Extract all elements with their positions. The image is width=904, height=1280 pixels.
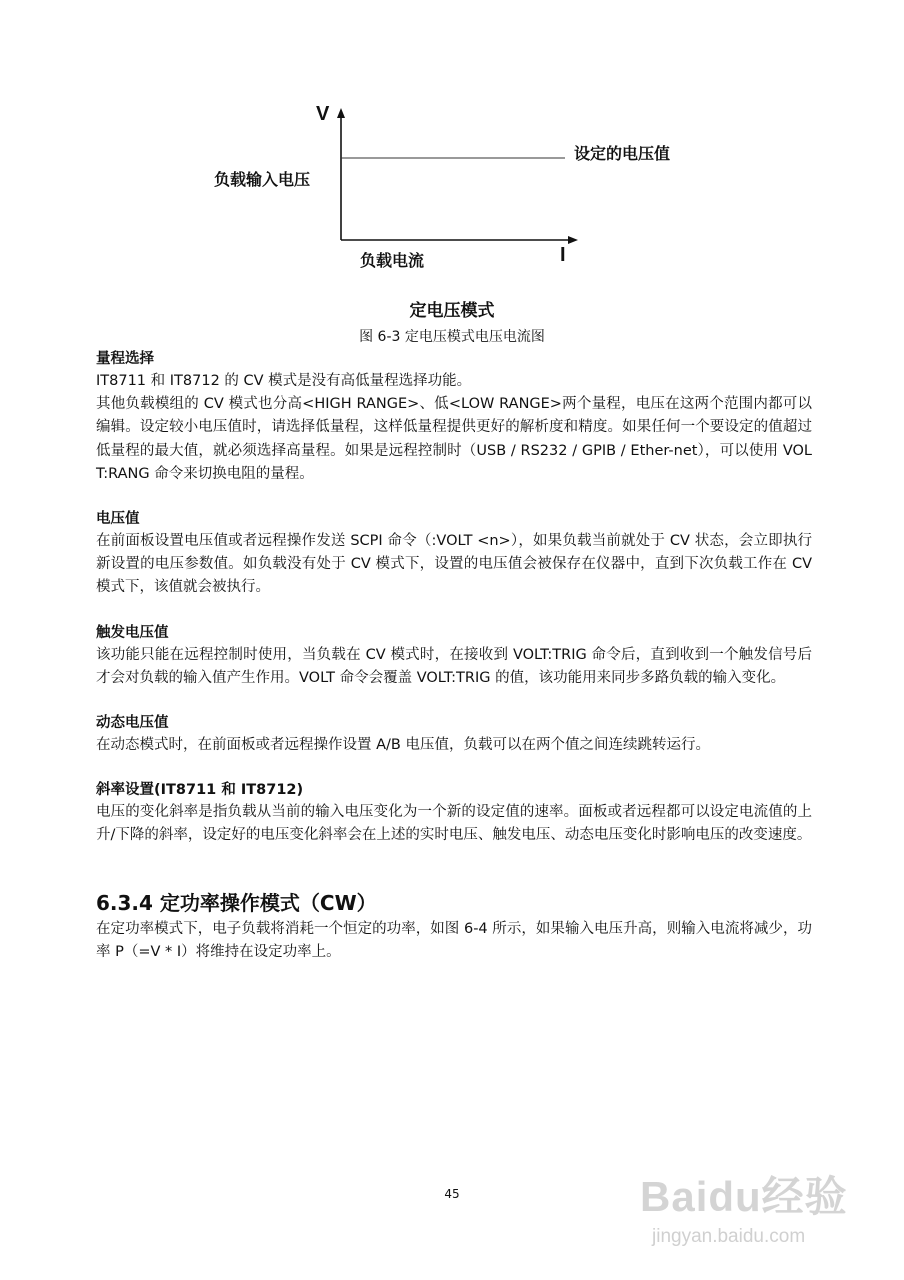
load-voltage-label: 负载输入电压 [214, 170, 311, 189]
cv-mode-figure [0, 0, 904, 360]
section-paragraph: 其他负载模组的 CV 模式也分高<HIGH RANGE>、低<LOW RANGE>两个量程，电压在这两个范围内都可以编辑。设定较小电压值时，请选择低量程，这样低量程提供更好的解析度和精度。如果任何一个要设定的值超过低量程的最大值，就必须选择高量程。如果是远程控制时（USB / RS232 / GPIB / Ether-net），可以使用 VOLT:RANG 命令来切换电阻的量程。 [96, 396, 812, 482]
section-paragraph: 在动态模式时，在前面板或者远程操作设置 A/B 电压值，负载可以在两个值之间连续跳转运行。 [96, 737, 710, 754]
section-range-select [96, 348, 812, 486]
axis-v-label: V [316, 103, 330, 125]
figure-title: 定电压模式 [409, 301, 495, 321]
section-dynamic-voltage [96, 712, 812, 757]
section-heading: 量程选择 [96, 351, 154, 367]
section-paragraph: 该功能只能在远程控制时使用，当负载在 CV 模式时，在接收到 VOLT:TRIG 命令后，直到收到一个触发信号后才会对负载的输入值产生作用。VOLT 命令会覆盖 VOLT:TRIG 的值，该功能用来同步多路负载的输入变化。 [96, 646, 812, 686]
baidu-watermark [640, 1148, 870, 1268]
section-paragraph: 电压的变化斜率是指负载从当前的输入电压变化为一个新的设定值的速率。面板或者远程都可以设定电流值的上升/下降的斜率，设定好的电压变化斜率会在上述的实时电压、触发电压、动态电压变化时影响电压的改变速度。 [96, 804, 812, 844]
set-voltage-label: 设定的电压值 [574, 144, 671, 163]
watermark-url: jingyan.baidu.com [652, 1226, 806, 1247]
section-trigger-voltage [96, 622, 812, 690]
main-content [96, 348, 812, 964]
cw-section-heading: 6.3.4 定功率操作模式（CW） [96, 890, 377, 915]
axis-i-label: I [560, 244, 566, 266]
section-heading: 动态电压值 [96, 715, 169, 732]
section-heading: 触发电压值 [96, 624, 169, 641]
section-voltage-value [96, 508, 812, 600]
load-current-label: 负载电流 [360, 251, 425, 270]
page-number: 45 [444, 1187, 460, 1201]
y-axis-arrow [337, 108, 345, 118]
section-heading: 电压值 [96, 511, 140, 528]
section-paragraph: IT8711 和 IT8712 的 CV 模式是没有高低量程选择功能。 [96, 373, 472, 389]
cw-section-paragraph: 在定功率模式下，电子负载将消耗一个恒定的功率，如图 6-4 所示，如果输入电压升高，则输入电流将减少，功率 P（=V * I）将维持在设定功率上。 [96, 920, 812, 960]
section-heading: 斜率设置(IT8711 和 IT8712) [96, 782, 304, 799]
section-slew-rate [96, 779, 812, 847]
section-paragraph: 在前面板设置电压值或者远程操作发送 SCPI 命令（:VOLT <n>），如果负载当前就处于 CV 状态，会立即执行新设置的电压参数值。如负载没有处于 CV 模式下，设置的电压值会被保存在仪器中，直到下次负载工作在 CV 模式下，该值就会被执行。 [96, 533, 812, 596]
watermark-brand: Baidu经验 [640, 1173, 848, 1220]
figure-caption: 图 6-3 定电压模式电压电流图 [359, 329, 545, 345]
x-axis-arrow [568, 236, 578, 244]
